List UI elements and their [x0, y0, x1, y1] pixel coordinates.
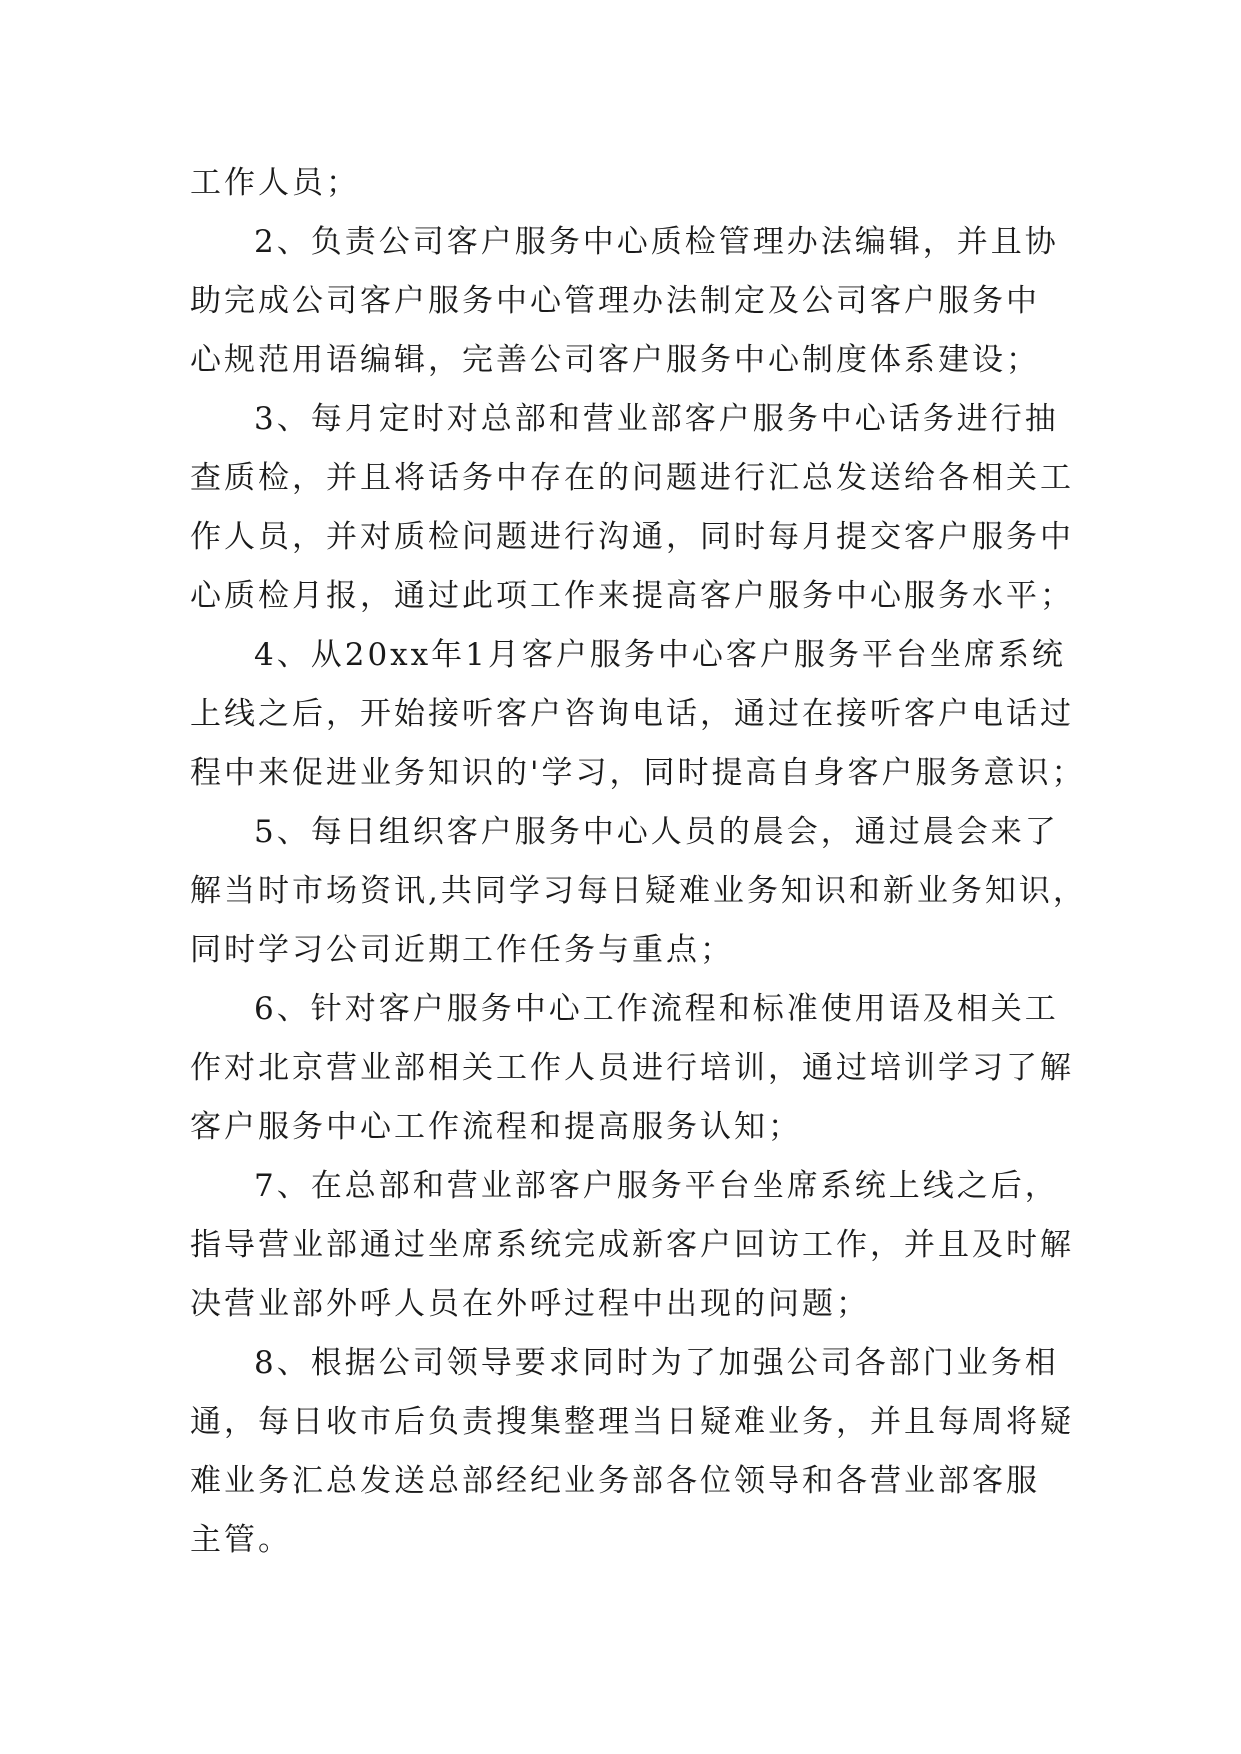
text-line: 解当时市场资讯,共同学习每日疑难业务知识和新业务知识，	[190, 873, 1087, 909]
text-line: 通，每日收市后负责搜集整理当日疑难业务，并且每周将疑	[190, 1404, 1074, 1440]
document-body	[190, 154, 1087, 1570]
text-line: 程中来促进业务知识的'学习，同时提高自身客户服务意识；	[190, 755, 1086, 791]
text-line: 心质检月报，通过此项工作来提高客户服务中心服务水平；	[190, 578, 1074, 614]
text-line: 决营业部外呼人员在外呼过程中出现的问题；	[190, 1286, 870, 1322]
text-line: 上线之后，开始接听客户咨询电话，通过在接听客户电话过	[190, 696, 1074, 732]
paragraph-5-line: 5、每日组织客户服务中心人员的晨会，通过晨会来了	[254, 814, 1059, 850]
paragraph-6-line: 6、针对客户服务中心工作流程和标准使用语及相关工	[254, 991, 1059, 1027]
text-line: 工作人员；	[190, 165, 360, 201]
paragraph-2-line: 2、负责公司客户服务中心质检管理办法编辑，并且协	[254, 224, 1059, 260]
text-line: 助完成公司客户服务中心管理办法制定及公司客户服务中	[190, 283, 1040, 319]
text-line: 作人员，并对质检问题进行沟通，同时每月提交客户服务中	[190, 519, 1074, 555]
text-line: 难业务汇总发送总部经纪业务部各位领导和各营业部客服	[190, 1463, 1040, 1499]
text-line: 同时学习公司近期工作任务与重点；	[190, 932, 734, 968]
paragraph-4-line: 4、从20xx年1月客户服务中心客户服务平台坐席系统	[254, 637, 1066, 673]
text-line: 查质检，并且将话务中存在的问题进行汇总发送给各相关工	[190, 460, 1074, 496]
text-line: 主管。	[190, 1522, 292, 1558]
paragraph-3-line: 3、每月定时对总部和营业部客户服务中心话务进行抽	[254, 401, 1059, 437]
text-line: 指导营业部通过坐席系统完成新客户回访工作，并且及时解	[190, 1227, 1074, 1263]
text-line: 客户服务中心工作流程和提高服务认知；	[190, 1109, 802, 1145]
text-line: 作对北京营业部相关工作人员进行培训，通过培训学习了解	[190, 1050, 1074, 1086]
paragraph-7-line: 7、在总部和营业部客户服务平台坐席系统上线之后，	[254, 1168, 1059, 1204]
text-line: 心规范用语编辑，完善公司客户服务中心制度体系建设；	[190, 342, 1040, 378]
paragraph-8-line: 8、根据公司领导要求同时为了加强公司各部门业务相	[254, 1345, 1059, 1381]
